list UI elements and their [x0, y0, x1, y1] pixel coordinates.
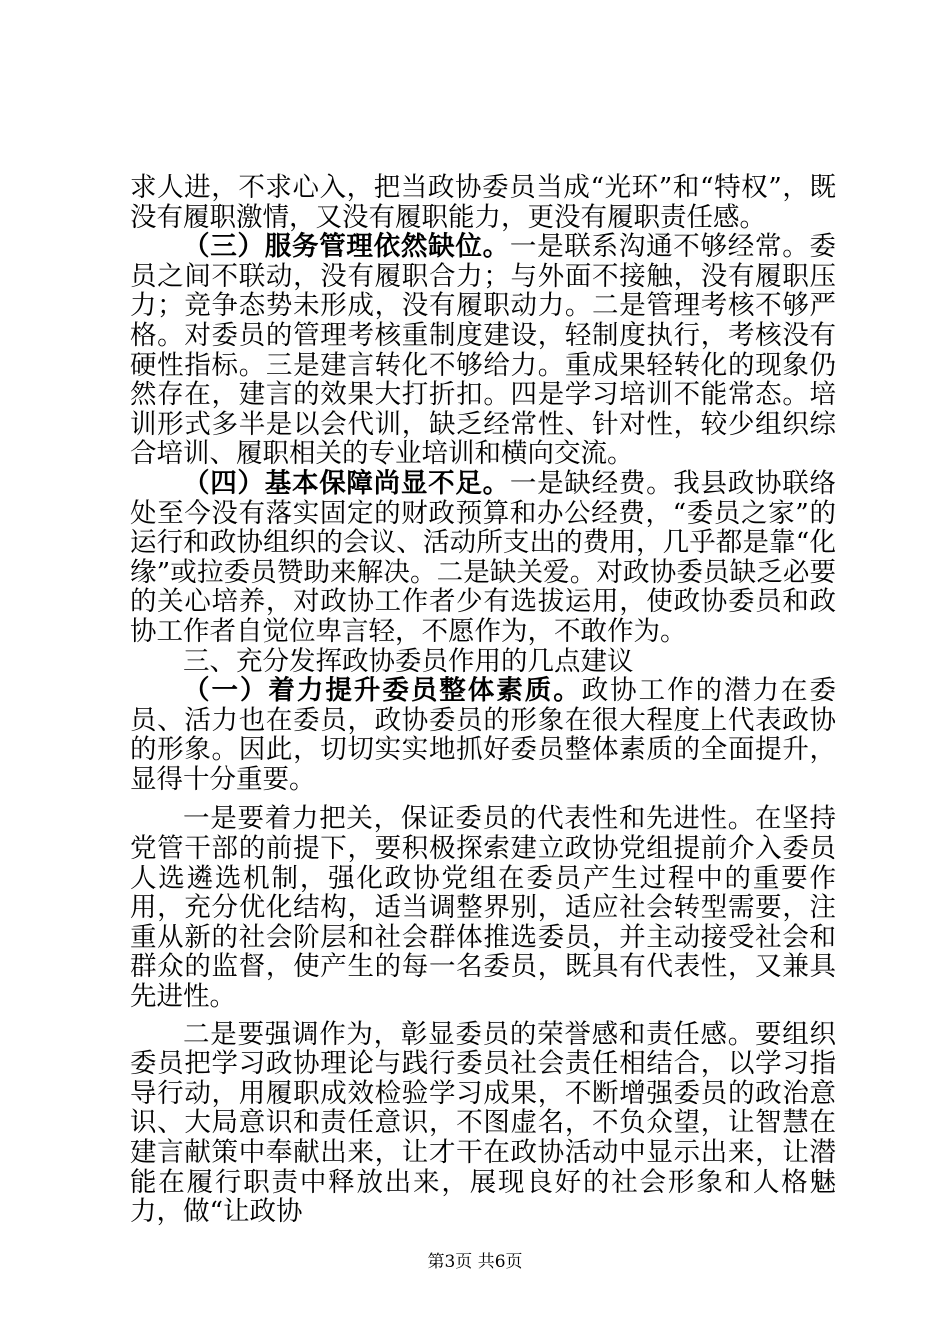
paragraph-service-management — [130, 232, 836, 469]
document-body — [130, 173, 836, 1227]
paragraph-improve-quality — [130, 676, 836, 794]
paragraph-text: 一是缺经费。我县政协联络处至今没有落实固定的财政预算和办公经费，“委员之家”的运行和政协组织的会议、活动所支出的费用，几乎都是靠“化缘”或拉委员赞助来解决。二是缺关爱。对政协委员缺乏必要的关心培养，对政协工作者少有选拔运用，使政协委员和政协工作者自觉位卑言轻，不愿作为，不敢作为。 — [130, 467, 837, 647]
section-heading-text: 三、充分发挥政协委员作用的几点建议 — [183, 645, 634, 677]
paragraph-text: 求人进，不求心入，把当政协委员当成“光环”和“特权”，既没有履职激情，又没有履职能力，更没有履职责任感。 — [130, 172, 836, 233]
paragraph-lead: （一）着力提升委员整体素质。 — [183, 675, 582, 707]
paragraph-text: 一是联系沟通不够经常。委员之间不联动，没有履职合力；与外面不接触，没有履职压力；竞争态势未形成，没有履职动力。二是管理考核不够严格。对委员的管理考核重制度建设，轻制度执行，考核没有硬性指标。三是建言转化不够给力。重成果轻转化的现象仍然存在，建言的效果大打折扣。四是学习培训不能常态。培训形式多半是以会代训，缺乏经常性、针对性，较少组织综合培训、履职相关的专业培训和横向交流。 — [130, 231, 837, 470]
paragraph-lead: （三）服务管理依然缺位。 — [183, 231, 510, 263]
paragraph-point-two — [130, 1020, 836, 1227]
paragraph-continuation — [130, 173, 836, 232]
paragraph-text: 二是要强调作为，彰显委员的荣誉感和责任感。要组织委员把学习政协理论与践行委员社会责任相结合，以学习指导行动，用履职成效检验学习成果，不断增强委员的政治意识、大局意识和责任意识，不图虚名，不负众望，让智慧在建言献策中奉献出来，让才干在政协活动中显示出来，让潜能在履行职责中释放出来，展现良好的社会形象和人格魅力，做“让政协 — [130, 1018, 836, 1228]
paragraph-lead: （四）基本保障尚显不足。 — [183, 467, 510, 499]
paragraph-text: 一是要着力把关，保证委员的代表性和先进性。在坚持党管干部的前提下，要积极探索建立政协党组提前介入委员人选遴选机制，强化政协党组在委员产生过程中的重要作用，充分优化结构，适当调整界别，适应社会转型需要，注重从新的社会阶层和社会群体推选委员，并主动接受社会和群众的监督，使产生的每一名委员，既具有代表性，又兼具先进性。 — [130, 803, 836, 1013]
paragraph-point-one — [130, 804, 836, 1011]
page-number: 第3页 共6页 — [427, 1252, 523, 1272]
page-footer — [0, 1247, 950, 1272]
paragraph-basic-guarantee — [130, 469, 836, 647]
section-heading — [130, 647, 836, 677]
paragraph-text: 政协工作的潜力在委员、活力也在委员，政协委员的形象在很大程度上代表政协的形象。因此，切切实实地抓好委员整体素质的全面提升，显得十分重要。 — [130, 675, 837, 795]
